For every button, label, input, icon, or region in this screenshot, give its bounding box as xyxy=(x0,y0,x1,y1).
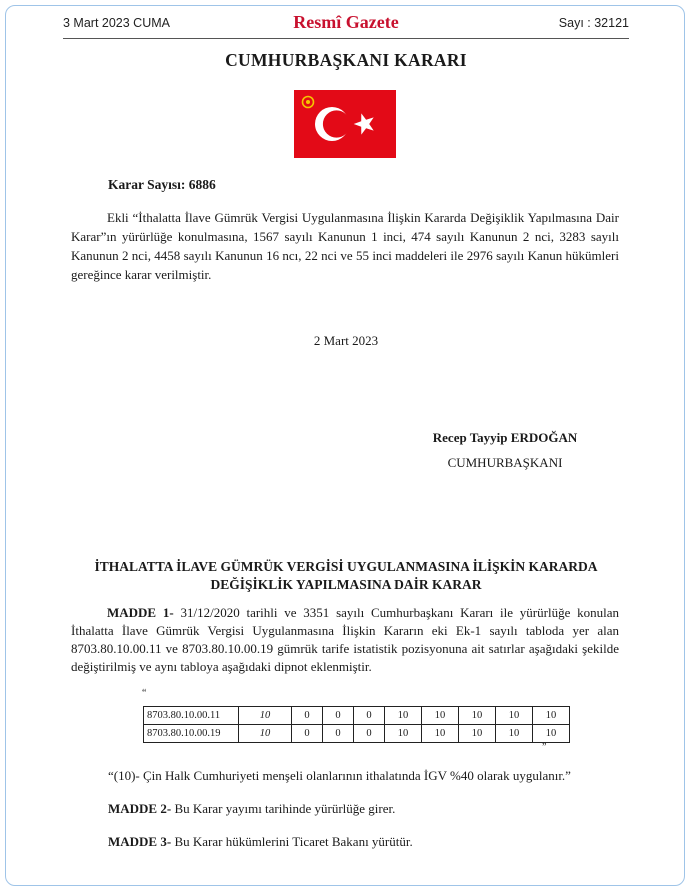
rate-cell: 0 xyxy=(323,707,354,725)
rate-cell: 0 xyxy=(292,707,323,725)
rate-cell: 10 xyxy=(496,707,533,725)
signer-title: CUMHURBAŞKANI xyxy=(447,455,563,470)
rate-cell: 10 xyxy=(239,725,292,743)
rate-cell: 0 xyxy=(292,725,323,743)
article-1-text: 31/12/2020 tarihli ve 3351 sayılı Cumhurbaşkanı Kararı ile yürürlüğe konulan İthalatta İlave Gümrük Vergisi Uygulanmasına İlişkin Kararın eki Ek-1 sayılı tabloda yer alan 8703.80.10.00.11 ve 8703.80.10.00.19 gümrük tarife istatistik pozisyonuna ait satırlar aşağıdaki şekilde değiştirilmiş ve aynı tabloya aşağıdaki dipnot eklenmiştir. xyxy=(71,605,619,674)
signer-name: Recep Tayyip ERDOĞAN xyxy=(432,430,578,445)
rate-cell: 10 xyxy=(385,707,422,725)
decision-number: Karar Sayısı: 6886 xyxy=(108,177,216,192)
rate-cell: 10 xyxy=(385,725,422,743)
rate-cell: 0 xyxy=(354,707,385,725)
article-2-label: MADDE 2- xyxy=(108,801,172,816)
rate-cell: 0 xyxy=(323,725,354,743)
header-divider xyxy=(63,38,629,39)
turkish-flag-icon xyxy=(294,90,396,158)
section-title-line2: DEĞİŞİKLİK YAPILMASINA DAİR KARAR xyxy=(210,577,482,592)
rate-cell: 10 xyxy=(422,725,459,743)
table-row xyxy=(144,707,570,725)
table-row xyxy=(144,725,570,743)
rate-cell: 0 xyxy=(354,725,385,743)
gazette-issue: Sayı : 32121 xyxy=(558,16,629,30)
article-3-text: Bu Karar hükümlerini Ticaret Bakanı yürütür. xyxy=(171,834,413,849)
gazette-date: 3 Mart 2023 CUMA xyxy=(63,16,170,30)
rate-cell: 10 xyxy=(496,725,533,743)
rate-cell: 10 xyxy=(533,707,570,725)
page-title: CUMHURBAŞKANI KARARI xyxy=(225,50,467,70)
gazette-header xyxy=(63,12,629,38)
quote-open-mark: “ xyxy=(142,688,147,699)
tariff-table xyxy=(143,706,570,743)
section-title-line1: İTHALATTA İLAVE GÜMRÜK VERGİSİ UYGULANMASINA İLİŞKİN KARARDA xyxy=(94,559,598,574)
decision-date: 2 Mart 2023 xyxy=(313,333,379,348)
article-3-label: MADDE 3- xyxy=(108,834,172,849)
gazette-name: Resmî Gazete xyxy=(293,12,399,32)
rate-cell: 10 xyxy=(239,707,292,725)
rate-cell: 10 xyxy=(459,707,496,725)
intro-paragraph: Ekli “İthalatta İlave Gümrük Vergisi Uygulanmasına İlişkin Kararda Değişiklik Yapılmasına Dair Karar”ın yürürlüğe konulmasına, 1567 sayılı Kanunun 1 inci, 474 sayılı Kanunun 2 nci, 3283 sayılı Kanunun 2 nci, 4458 sayılı Kanunun 16 ncı, 22 nci ve 55 inci maddeleri ile 2976 sayılı Kanun hükümleri gereğince karar verilmiştir. xyxy=(71,210,619,282)
section-title xyxy=(68,558,624,594)
rate-cell: 10 xyxy=(422,707,459,725)
rate-cell: 10 xyxy=(459,725,496,743)
tariff-code-cell: 8703.80.10.00.11 xyxy=(144,707,239,725)
tariff-code-cell: 8703.80.10.00.19 xyxy=(144,725,239,743)
quote-close-mark: ” xyxy=(542,742,547,753)
article-2-text: Bu Karar yayımı tarihinde yürürlüğe girer. xyxy=(171,801,396,816)
article-1 xyxy=(71,604,619,676)
article-3 xyxy=(108,834,413,850)
rate-cell: 10 xyxy=(533,725,570,743)
article-2 xyxy=(108,801,395,817)
footnote: “(10)- Çin Halk Cumhuriyeti menşeli olanlarının ithalatında İGV %40 olarak uygulanır.” xyxy=(108,768,571,783)
article-1-label: MADDE 1- xyxy=(107,605,174,620)
